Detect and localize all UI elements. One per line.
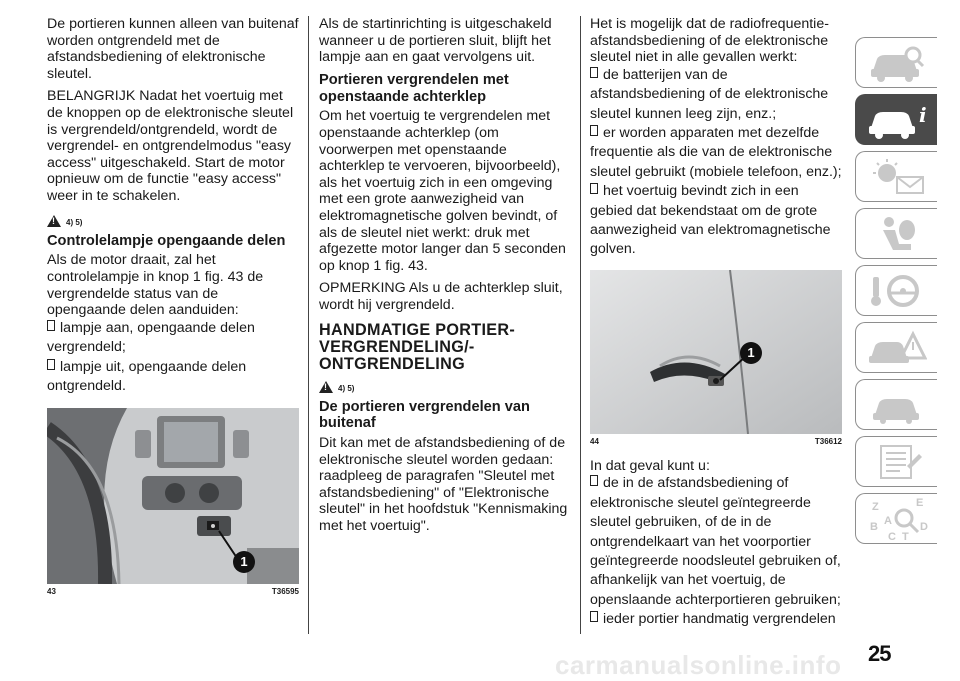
section-heading: De portieren vergrendelen van buitenaf	[319, 398, 530, 432]
bullet-item: ieder portier handmatig vergrendelen	[590, 610, 842, 629]
specifications-list-icon	[867, 442, 927, 482]
warning-light-envelope-icon	[867, 157, 927, 197]
chapter-heading: HANDMATIGE PORTIER-VERGRENDELING/-ONTGRENDELING	[319, 320, 516, 373]
bullet-item: lampje uit, opengaande delen ontgrendeld.	[47, 358, 247, 394]
bullet-item: er worden apparaten met dezelfde frequentie als die van de elektronische sleutel gebruikt (mobiele telefoon, enz.);	[590, 125, 842, 180]
figure-code: T36595	[271, 587, 299, 597]
column-3	[590, 16, 842, 630]
tab-safety[interactable]	[855, 208, 937, 259]
paragraph: Dit kan met de afstandsbediening of de elektronische sleutel worden gedaan: raadpleeg de paragrafen "Sleutel met afstandsbediening" of "Elektronische sleutel" in het hoofdstuk "Kennismaking met het voertuig".	[319, 435, 568, 535]
index-letter: B	[869, 520, 878, 533]
figure-code: T36612	[814, 436, 842, 446]
section-heading: Controlelampje opengaande delen	[47, 232, 286, 249]
bullet-box-icon	[590, 183, 598, 194]
svg-text:i: i	[918, 102, 927, 127]
tab-emergency[interactable]	[855, 322, 937, 373]
warning-ref-text: 4) 5)	[66, 217, 83, 227]
index-letter: E	[915, 496, 923, 509]
bullet-box-icon	[590, 125, 598, 136]
column-separator	[580, 16, 581, 634]
alphabet-index-icon	[862, 496, 932, 542]
tab-maintenance[interactable]	[855, 379, 937, 430]
figure-dashboard-photo	[47, 408, 299, 584]
car-info-icon	[867, 100, 927, 140]
bullet-box-icon	[47, 359, 55, 370]
car-wrench-icon	[867, 385, 927, 425]
warning-triangle-icon	[319, 381, 333, 393]
bullet-box-icon	[590, 475, 598, 486]
column-separator	[308, 16, 309, 634]
steering-wheel-key-icon	[867, 271, 927, 311]
index-letter: D	[919, 520, 928, 533]
index-letter: Z	[871, 500, 879, 513]
car-warning-icon	[867, 328, 927, 368]
car-magnifier-icon	[867, 43, 927, 83]
paragraph: In dat geval kunt u:	[590, 457, 710, 474]
tab-starting-driving[interactable]	[855, 265, 937, 316]
bullet-box-icon	[47, 320, 55, 331]
index-letter: C	[887, 530, 896, 542]
figure-number: 44	[590, 436, 599, 446]
warning-triangle-icon	[47, 215, 61, 227]
callout-1: 1	[233, 551, 255, 573]
bullet-item: lampje aan, opengaande delen vergrendeld;	[47, 319, 255, 356]
tab-car-magnifier[interactable]	[855, 37, 937, 88]
paragraph: Het is mogelijk dat de radiofrequentie-afstandsbediening of de elektronische sleutel niet in alle gevallen werkt:	[590, 16, 829, 66]
callout-1: 1	[740, 342, 762, 364]
figure-caption	[47, 587, 299, 596]
tab-car-info[interactable]	[855, 94, 937, 145]
paragraph: Als de motor draait, zal het controlelampje in knop 1 fig. 43 de vergrendelde status van de opengaande delen aanduiden:	[47, 252, 264, 319]
warning-reference	[319, 377, 571, 393]
figure-caption	[590, 437, 842, 446]
paragraph: De portieren kunnen alleen van buitenaf worden ontgrendeld met de afstandsbediening of elektronische sleutel.	[47, 16, 299, 82]
watermark: carmanualsonline.info	[555, 650, 842, 680]
paragraph-important: BELANGRIJK Nadat het voertuig met de knoppen op de elektronische sleutel is vergrendeld/ontgrendeld, wordt de vergrendel- en ontgrendelmodus "easy access" uitgeschakeld. Start de motor opnieuw om de functie "easy access" weer in te schakelen.	[47, 88, 294, 204]
tab-specifications[interactable]	[855, 436, 937, 487]
warning-reference	[47, 211, 299, 227]
bullet-box-icon	[590, 611, 598, 622]
paragraph: Als de startinrichting is uitgeschakeld wanneer u de portieren sluit, blijft het lampje aan en gaat vervolgens uit.	[319, 16, 552, 66]
column-1	[47, 16, 299, 596]
figure-number: 43	[47, 587, 56, 597]
section-heading: Portieren vergrendelen met openstaande achterklep	[319, 71, 509, 105]
airbag-seat-icon	[867, 214, 927, 254]
figure-door-handle-photo	[590, 270, 842, 434]
chapter-tabs	[855, 37, 937, 550]
index-letter: T	[901, 530, 909, 542]
tab-warning-lights[interactable]	[855, 151, 937, 202]
bullet-item: het voertuig bevindt zich in een gebied dat bekendstaat om de grote aanwezigheid van elektromagnetische golven.	[590, 183, 831, 258]
column-2	[319, 16, 571, 541]
bullet-box-icon	[590, 67, 598, 78]
paragraph-note: OPMERKING Als u de achterklep sluit, wordt hij vergrendeld.	[319, 280, 563, 313]
index-letter: A	[883, 514, 892, 527]
tab-index[interactable]	[855, 493, 937, 544]
warning-ref-text: 4) 5)	[338, 383, 355, 393]
bullet-item: de in de afstandsbediening of elektronische sleutel geïntegreerde sleutel gebruiken, of de in de ontgrendelkaart van het voorportier geïntegreerde noodsleutel gebruiken of, afhankelijk van het voertuig, de openslaande achterportieren gebruiken;	[590, 475, 841, 608]
paragraph: Om het voertuig te vergrendelen met openstaande achterklep (om voorwerpen met openstaande achterklep te vervoeren, bijvoorbeeld), als het voertuig zich in een omgeving met een grote aanwezigheid van elektromagnetische golven bevindt, of als de sleutel niet werkt: druk met afgezette motor langer dan 5 seconden op knop 1 fig. 43.	[319, 108, 566, 274]
page-number: 25	[868, 641, 891, 666]
bullet-item: de batterijen van de afstandsbediening of de elektronische sleutel kunnen leeg zijn, enz.;	[590, 66, 829, 122]
